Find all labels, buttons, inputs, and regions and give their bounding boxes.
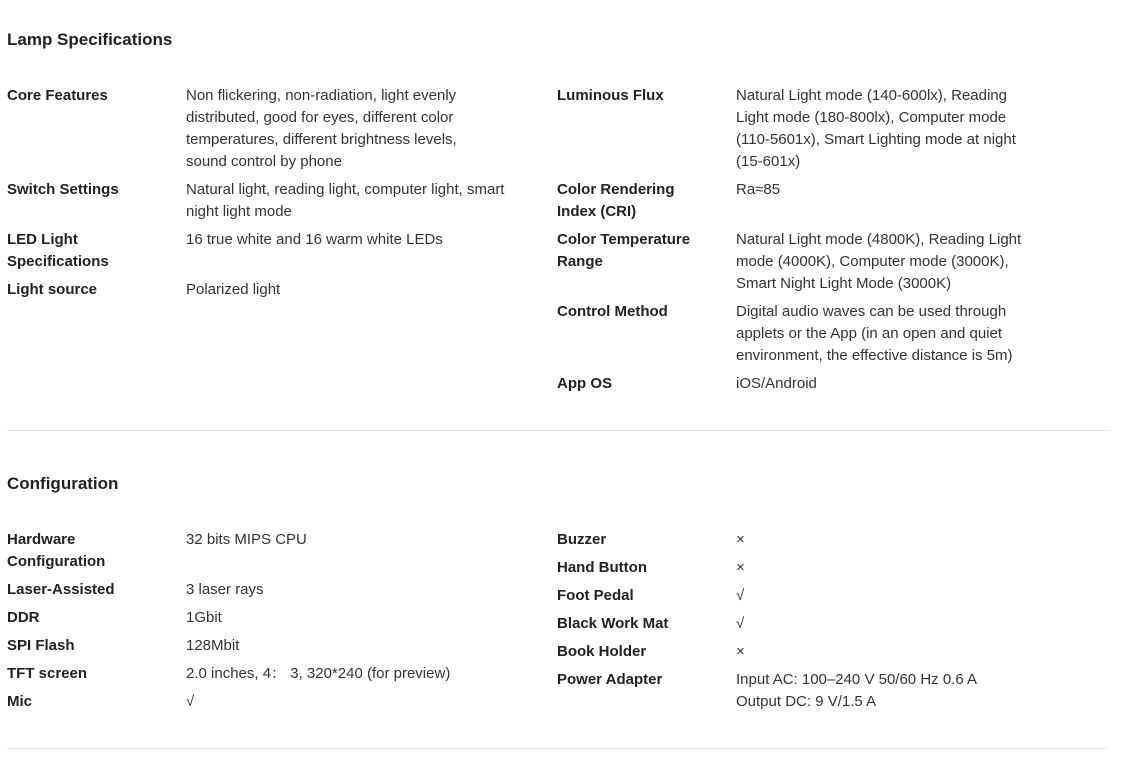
spec-row-book-holder (557, 641, 1077, 663)
spec-row-color-rendering-index (557, 179, 1077, 223)
config-left-column (7, 529, 527, 719)
spec-value: iOS/Android (736, 375, 817, 392)
spec-value: Digital audio waves can be used through applets or the App (in an open and quiet environment, the effective distance is 5m) (736, 303, 1013, 364)
spec-label: Light source (7, 281, 98, 298)
spec-label: Color Temperature Range (557, 231, 691, 270)
spec-row-core-features (7, 85, 527, 173)
spec-row-buzzer (557, 529, 1077, 551)
spec-row-light-source (7, 279, 527, 301)
config-right-column (557, 529, 1077, 719)
spec-row-tft-screen (7, 663, 527, 685)
spec-value: √ (736, 615, 745, 632)
lamp-specs-right-column (557, 85, 1077, 401)
spec-value: √ (736, 587, 745, 604)
spec-label: DDR (7, 609, 40, 626)
spec-label: Hand Button (557, 559, 647, 576)
spec-value: × (736, 531, 745, 548)
spec-value: Non flickering, non-radiation, light evenly distributed, good for eyes, different color temperatures, different brightness levels, sound control by phone (186, 87, 457, 170)
spec-label: TFT screen (7, 665, 88, 682)
lamp-specs-left-column (7, 85, 527, 307)
spec-label: Switch Settings (7, 181, 119, 198)
power-adapter-output: Output DC: 9 V/1.5 A (736, 693, 877, 710)
spec-value: Polarized light (186, 281, 281, 298)
spec-value: × (736, 559, 745, 576)
spec-value: √ (186, 693, 195, 710)
spec-value: Natural light, reading light, computer light, smart night light mode (186, 181, 505, 220)
spec-label: Foot Pedal (557, 587, 634, 604)
spec-value: 3 laser rays (186, 581, 264, 598)
spec-label: Laser-Assisted (7, 581, 115, 598)
spec-value: 16 true white and 16 warm white LEDs (186, 231, 443, 248)
spec-label: Buzzer (557, 531, 607, 548)
spec-row-laser-assisted (7, 579, 527, 601)
spec-value: 2.0 inches, 4： 3, 320*240 (for preview) (186, 665, 451, 682)
spec-row-power-adapter (557, 669, 1077, 713)
spec-label: Hardware Configuration (7, 531, 106, 570)
spec-row-luminous-flux (557, 85, 1077, 173)
spec-label: Core Features (7, 87, 108, 104)
spec-label: App OS (557, 375, 612, 392)
lamp-specifications-title: Lamp Specifications (7, 30, 173, 49)
spec-value: 128Mbit (186, 637, 240, 654)
spec-row-color-temperature-range (557, 229, 1077, 295)
spec-row-switch-settings (7, 179, 527, 223)
spec-row-app-os (557, 373, 1077, 395)
spec-value: 1Gbit (186, 609, 222, 626)
spec-label: Black Work Mat (557, 615, 669, 632)
spec-label: Control Method (557, 303, 668, 320)
spec-value: Ra≈85 (736, 181, 781, 198)
spec-row-hand-button (557, 557, 1077, 579)
spec-row-mic (7, 691, 527, 713)
spec-value: Natural Light mode (4800K), Reading Light mode (4000K), Computer mode (3000K), Smart Night Light Mode (3000K) (736, 231, 1022, 292)
spec-label: Power Adapter (557, 671, 663, 688)
section-divider (7, 748, 1107, 749)
spec-label: Book Holder (557, 643, 647, 660)
power-adapter-input: Input AC: 100–240 V 50/60 Hz 0.6 A (736, 671, 978, 688)
spec-row-black-work-mat (557, 613, 1077, 635)
spec-row-led-light-specifications (7, 229, 527, 273)
spec-label: Mic (7, 693, 33, 710)
spec-label: SPI Flash (7, 637, 75, 654)
configuration-title: Configuration (7, 474, 119, 493)
spec-value: Natural Light mode (140-600lx), Reading Light mode (180-800lx), Computer mode (110-5601x), Smart Lighting mode at night (15-601x) (736, 87, 1016, 170)
spec-row-spi-flash (7, 635, 527, 657)
spec-value: 32 bits MIPS CPU (186, 531, 307, 548)
spec-row-foot-pedal (557, 585, 1077, 607)
spec-value: × (736, 643, 745, 660)
spec-row-hardware-configuration (7, 529, 527, 573)
spec-row-ddr (7, 607, 527, 629)
spec-label: Color Rendering Index (CRI) (557, 181, 675, 220)
spec-label: Luminous Flux (557, 87, 664, 104)
spec-row-control-method (557, 301, 1077, 367)
spec-label: LED Light Specifications (7, 231, 109, 270)
spec-value-group (736, 669, 1077, 713)
section-divider (7, 430, 1107, 431)
